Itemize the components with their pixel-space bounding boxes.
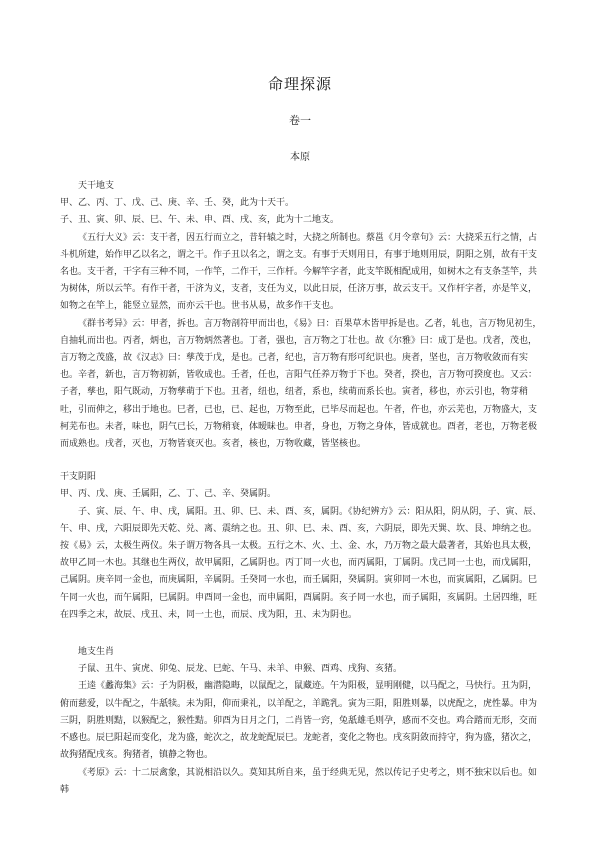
- section-heading-dizhi-shengxiao: 地支生肖: [78, 647, 115, 658]
- paragraph-kaoyuan: 《考原》云：十二辰禽象，其说相沿以久。莫知其所自来，虽于经典无见，然以传记子史考之，则不独宋以后也。如韩: [60, 767, 538, 795]
- paragraph-lihai-ji: 王逵《蠡海集》云：子为阴极，幽潜隐晦，以鼠配之，鼠藏迹。午为阳极，显明刚健，以马配之，马快行。丑为阴，俯而慈爱，以牛配之，牛舐犊。未为阳，仰而秉礼，以羊配之，羊跪乳。寅为三阳，阳胜则暴，以虎配之，虎性暴。申为三阴，阴胜则黠，以猴配之，猴性黠。卯酉为日月之门，二肖皆一窍，兔舐雄毛则孕，感而不交也。鸡合踏而无形，交而不感也。辰巳阳起而变化，龙为盛，蛇次之，故龙蛇配辰巳。龙蛇者，变化之物也。戌亥阴敛而持守，狗为盛，猪次之，故狗猪配戌亥。狗猪者，镇静之物也。: [60, 681, 538, 761]
- section-spacer: [60, 453, 544, 469]
- dizhi-list: 子、丑、寅、卯、辰、巳、午、未、申、酉、戌、亥，此为十二地支。: [60, 215, 340, 226]
- document-body: [60, 178, 544, 799]
- section-heading-tiangan-dizhi: 天干地支: [78, 181, 115, 191]
- gan-yinyang-list: 甲、丙、戊、庚、壬属阳，乙、丁、己、辛、癸属阴。: [60, 489, 277, 500]
- tiangan-list: 甲、乙、丙、丁、戊、己、庚、辛、壬、癸，此为十天干。: [60, 198, 295, 209]
- section-spacer: [60, 624, 544, 644]
- paragraph-qunshu-kaoyi: 《群书考异》云：甲者，拆也。言万物剖符甲而出也，《易》曰：百果草木皆甲拆是也。乙者，轧也，言万物见初生，自抽轧而出也。丙者，炳也，言万物炳然著也。丁者，强也，言万物之丁壮也。故《尔雅》曰：成丁是也。戊者，茂也，言万物之茂盛，故《汉志》曰：孳茂于戊，是也。己者，纪也，言万物有形可纪识也。庚者，坚也，言万物收敛而有实也。辛者，新也，言万物初新，皆收成也。壬者，任也，言阳气任养万物于下也。癸者，揆也，言万物可揆度也。又云：子者，孳也，阳气既动，万物孳萌于下也。丑者，纽也，纽者，系也，续萌而系长也。寅者，移也，亦云引也，物芽稍吐，引而伸之，移出于地也。巳者，已也，已、起也，万物至此，已毕尽而起也。午者，仵也，亦云芜也，万物盛大，支柯芜布也。未者，味也，阴气已长，万物稍衰，体暧昧也。申者，身也，万物之身体，皆成就也。酉者，老也，万物老极而成熟也。戌者，灭也，万物皆衰灭也。亥者，核也，万物收藏，皆坚核也。: [60, 318, 542, 450]
- shengxiao-list: 子鼠、丑牛、寅虎、卯兔、辰龙、巳蛇、午马、未羊、申猴、酉鸡、戌狗、亥猪。: [78, 664, 403, 675]
- paragraph-wuxing-dayi: 《五行大义》云：支干者，因五行而立之，昔轩辕之时，大挠之所制也。蔡邕《月令章句》云：大挠采五行之情，占斗机所建，始作甲乙以名之，谓之干。作子丑以名之，谓之支。有事于天则用日，有事于地则用辰，阴阳之别，故有干支名也。支干者，干字有三种不同，一作竿，二作干，三作杆。今解竿字者，此支竿既相配成用，如树木之有支条茎竿，共为树体，所以云竿。有作干者，干济为义，支者，支任为义，以此日辰，任济万事，故云支干。又作杆字者，亦是竿义，如物之在竿上，能竖立显然，而亦云干也。世书从易，故多作干支也。: [60, 232, 538, 312]
- section-heading-ganzhi-yinyang: 干支阴阳: [60, 472, 97, 483]
- chapter-label: 本原: [290, 152, 310, 163]
- paragraph-zhi-yinyang: 子、寅、辰、午、申、戌，属阳。丑、卯、巳、未、酉、亥，属阴。《协纪辨方》云：阳从阳，阴从阴，子、寅、辰、午、申、戌，六阳辰即先天乾、兑、离、震纳之也。丑、卯、巳、未、酉、亥，六阴辰，即先天巽、坎、艮、坤纳之也。按《易》云，太极生两仪。朱子谓万物各具一太极。五行之木、火、土、金、水，乃万物之最大最著者，其始也具太极，故甲乙同一木也。其继也生两仪，故甲属阳，乙属阴也。丙丁同一火也，而丙属阳，丁属阴。戊己同一土也，而戊属阳，己属阴。庚辛同一金也，而庚属阳，辛属阴。壬癸同一水也，而壬属阳，癸属阴。寅卯同一木也，而寅属阳，乙属阴。巳午同一火也，而午属阳，巳属阴。申酉同一金也，而申属阳，酉属阴。亥子同一水也，而子属阳，亥属阴。土居四维，旺在四季之末，故辰、戌丑、未，同一土也，而辰、戌为阳，丑、未为阴也。: [60, 506, 542, 620]
- document-title: 命理探源: [267, 75, 332, 93]
- volume-label: 卷一: [289, 114, 311, 127]
